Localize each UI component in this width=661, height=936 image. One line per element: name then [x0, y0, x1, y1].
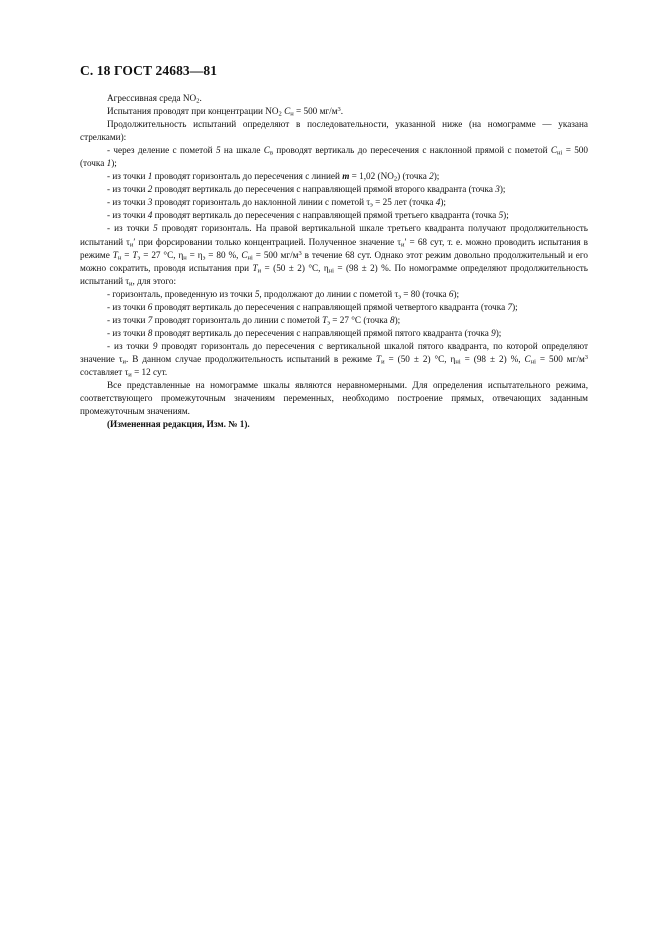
- list-item: - из точки 6 проводят вертикаль до пересечения с направляющей прямой четвертого квадранта (точка 7);: [107, 301, 518, 312]
- paragraph-concentration: Испытания проводят при концентрации $NO_2$ $C_н = 500$ $мг/м^3$.: [107, 106, 344, 118]
- page-header: С. 18 ГОСТ 24683—81: [80, 63, 218, 78]
- list-item: - из точки 3 проводят горизонталь до наклонной линии с пометой $\tau_э = 25$ лет (точка 4);: [107, 197, 446, 209]
- list-item: - из точки 1 проводят горизонталь до пересечения с линией m = 1,02 $(NO_2)$ (точка 2);: [107, 171, 440, 183]
- list-item: - из точки 9 проводят горизонталь до пересечения с вертикальной шкалой пятого квадранта, по которой определяют значение $\tau_и$. В данном случае продолжительность испытаний в режиме $T_и = (50 \pm 2)$ °С, $\eta_{нi} = (98 \pm 2)$ %, $C_{нi} = 500$ $мг/м^3$ составляет $\tau_и = 12$ сут.: [80, 340, 589, 379]
- paragraph-sequence-intro: Продолжительность испытаний определяют в последовательности, указанной ниже (на номограмме — указана стрелками):: [80, 119, 588, 143]
- list-item: - из точки 5 проводят горизонталь. На правой вертикальной шкале третьего квадранта получают продолжительность испытаний $\tau_и'$ при форсировании только концентрацией. Полученное значение $\tau_и' = 68$ сут, т. е. можно проводить испытания в режиме $T_н = T_э = 27$ °С, $\eta_н = \eta_э = 80$ %, $C_{нi} = 500$ $мг/м^3$ в течение 68 сут. Однако этот режим довольно продолжительный и его можно сократить, проводя испытания при $T_и = (50 \pm 2)$ °С, $\eta_{нi} = (98 \pm 2)$ %. По номограмме определяют продолжительность испытаний $\tau_и$, для этого:: [80, 223, 589, 288]
- list-item: - через деление с пометой 5 на шкале $C_в$ проводят вертикаль до пересечения с наклонной прямой с пометой $C_{нi} = 500$ (точка 1);: [80, 145, 588, 169]
- amendment-note: (Измененная редакция, Изм. № 1).: [107, 419, 250, 430]
- list-item: - из точки 4 проводят вертикаль до пересечения с направляющей прямой третьего квадранта (точка 5);: [107, 210, 509, 221]
- document-body: [80, 92, 588, 431]
- list-item: - из точки 8 проводят вертикаль до пересечения с направляющей прямой пятого квадранта (точка 9);: [107, 327, 502, 338]
- list-item: - из точки 2 проводят вертикаль до пересечения с направляющей прямой второго квадранта (точка 3);: [107, 184, 506, 195]
- paragraph-aggressive-medium: Агрессивная среда $NO_2$.: [107, 93, 202, 105]
- list-item: - из точки 7 проводят горизонталь до линии с пометой $T_э = 27$ °С (точка 8);: [107, 314, 401, 327]
- list-item: - горизонталь, проведенную из точки 5, продолжают до линии с пометой $\tau_э = 80$ (точка 6);: [107, 288, 460, 301]
- paragraph-scales-note: Все представленные на номограмме шкалы являются неравномерными. Для определения испытательного режима, соответствующего промежуточным значениям переменных, необходимо построение прямых, отвечающих заданным промежуточным значениям.: [80, 380, 588, 417]
